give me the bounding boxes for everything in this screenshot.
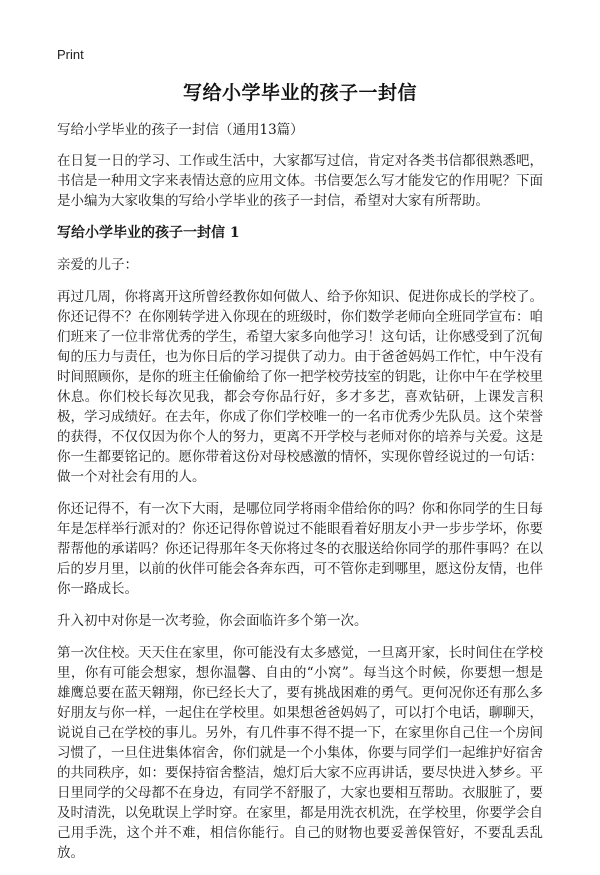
- letter-greeting: 亲爱的儿子：: [57, 257, 138, 273]
- body-paragraph-3: 升入初中对你是一次考验，你会面临许多个第一次。: [57, 613, 368, 629]
- print-link[interactable]: Print: [57, 47, 84, 62]
- article-body: [57, 120, 543, 875]
- body-paragraph-1: 再过几周，你将离开这所曾经教你如何做人、给予你知识、促进你成长的学校了。你还记得不？在你刚转学进入你现在的班级时，你们数学老师向全班同学宣布：咱们班来了一位非常优秀的学生，希望大家多向他学习！这句话，让你感受到了沉甸甸的压力与责任，也为你日后的学习提供了动力。由于爸爸妈妈工作忙，中午没有时间照顾你，是你的班主任偷偷给了你一把学校劳技室的钥匙，让你中午在学校里休息。你们校长每次见我，都会夸你品行好，多才多艺，喜欢钻研，上课发言积极，学习成绩好。在去年，你成了你们学校唯一的一名市优秀少先队员。这个荣誉的获得，不仅仅因为你个人的努力，更离不开学校与老师对你的培养与关爱。这是你一生都要铭记的。愿你带着这份对母校感激的情怀，实现你曾经说过的一句话：做一个对社会有用的人。: [57, 289, 543, 485]
- body-paragraph-2: 你还记得不，有一次下大雨，是哪位同学将雨伞借给你的吗？你和你同学的生日每年是怎样举行派对的？你还记得你曾说过不能眼看着好朋友小尹一步步学坏，你要帮帮他的承诺吗？你还记得那年冬天你将过冬的衣服送给你同学的那件事吗？在以后的岁月里，以前的伙伴可能会各奔东西，可不管你走到哪里，愿这份友情，也伴你一路成长。: [57, 501, 543, 597]
- body-paragraph-4: 第一次住校。天天住在家里，你可能没有太多感觉，一旦离开家，长时间住在学校里，你有可能会想家，想你温馨、自由的“小窝”。每当这个时候，你要想一想是雄鹰总要在蓝天翱翔，你已经长大了，要有挑战困难的勇气。更何况你还有那么多好朋友与你一样，一起住在学校里。如果想爸爸妈妈了，可以打个电话，聊聊天，说说自己在学校的事儿。另外，有几件事不得不提一下，在家里你自己住一个房间习惯了，一旦住进集体宿舍，你们就是一个小集体，你要与同学们一起维护好宿舍的共同秩序，如：要保持宿舍整洁，熄灯后大家不应再讲话，要尽快进入梦乡。平日里同学的父母都不在身边，有同学不舒服了，大家也要相互帮助。衣服脏了，要及时清洗，以免耽误上学时穿。在家里，都是用洗衣机洗，在学校里，你要学会自己用手洗，这个并不难，相信你能行。自己的财物也要妥善保管好，不要乱丢乱放。: [57, 645, 543, 861]
- article-subtitle: 写给小学毕业的孩子一封信（通用13篇）: [57, 122, 304, 138]
- section-heading: 写给小学毕业的孩子一封信 1: [57, 225, 240, 241]
- intro-paragraph: 在日复一日的学习、工作或生活中，大家都写过信，肯定对各类书信都很熟悉吧，书信是一种用文字来表情达意的应用文体。书信要怎么写才能发它的作用呢？下面是小编为大家收集的写给小学毕业的孩子一封信，希望对大家有所帮助。: [57, 153, 543, 209]
- page-title: 写给小学毕业的孩子一封信: [182, 82, 417, 104]
